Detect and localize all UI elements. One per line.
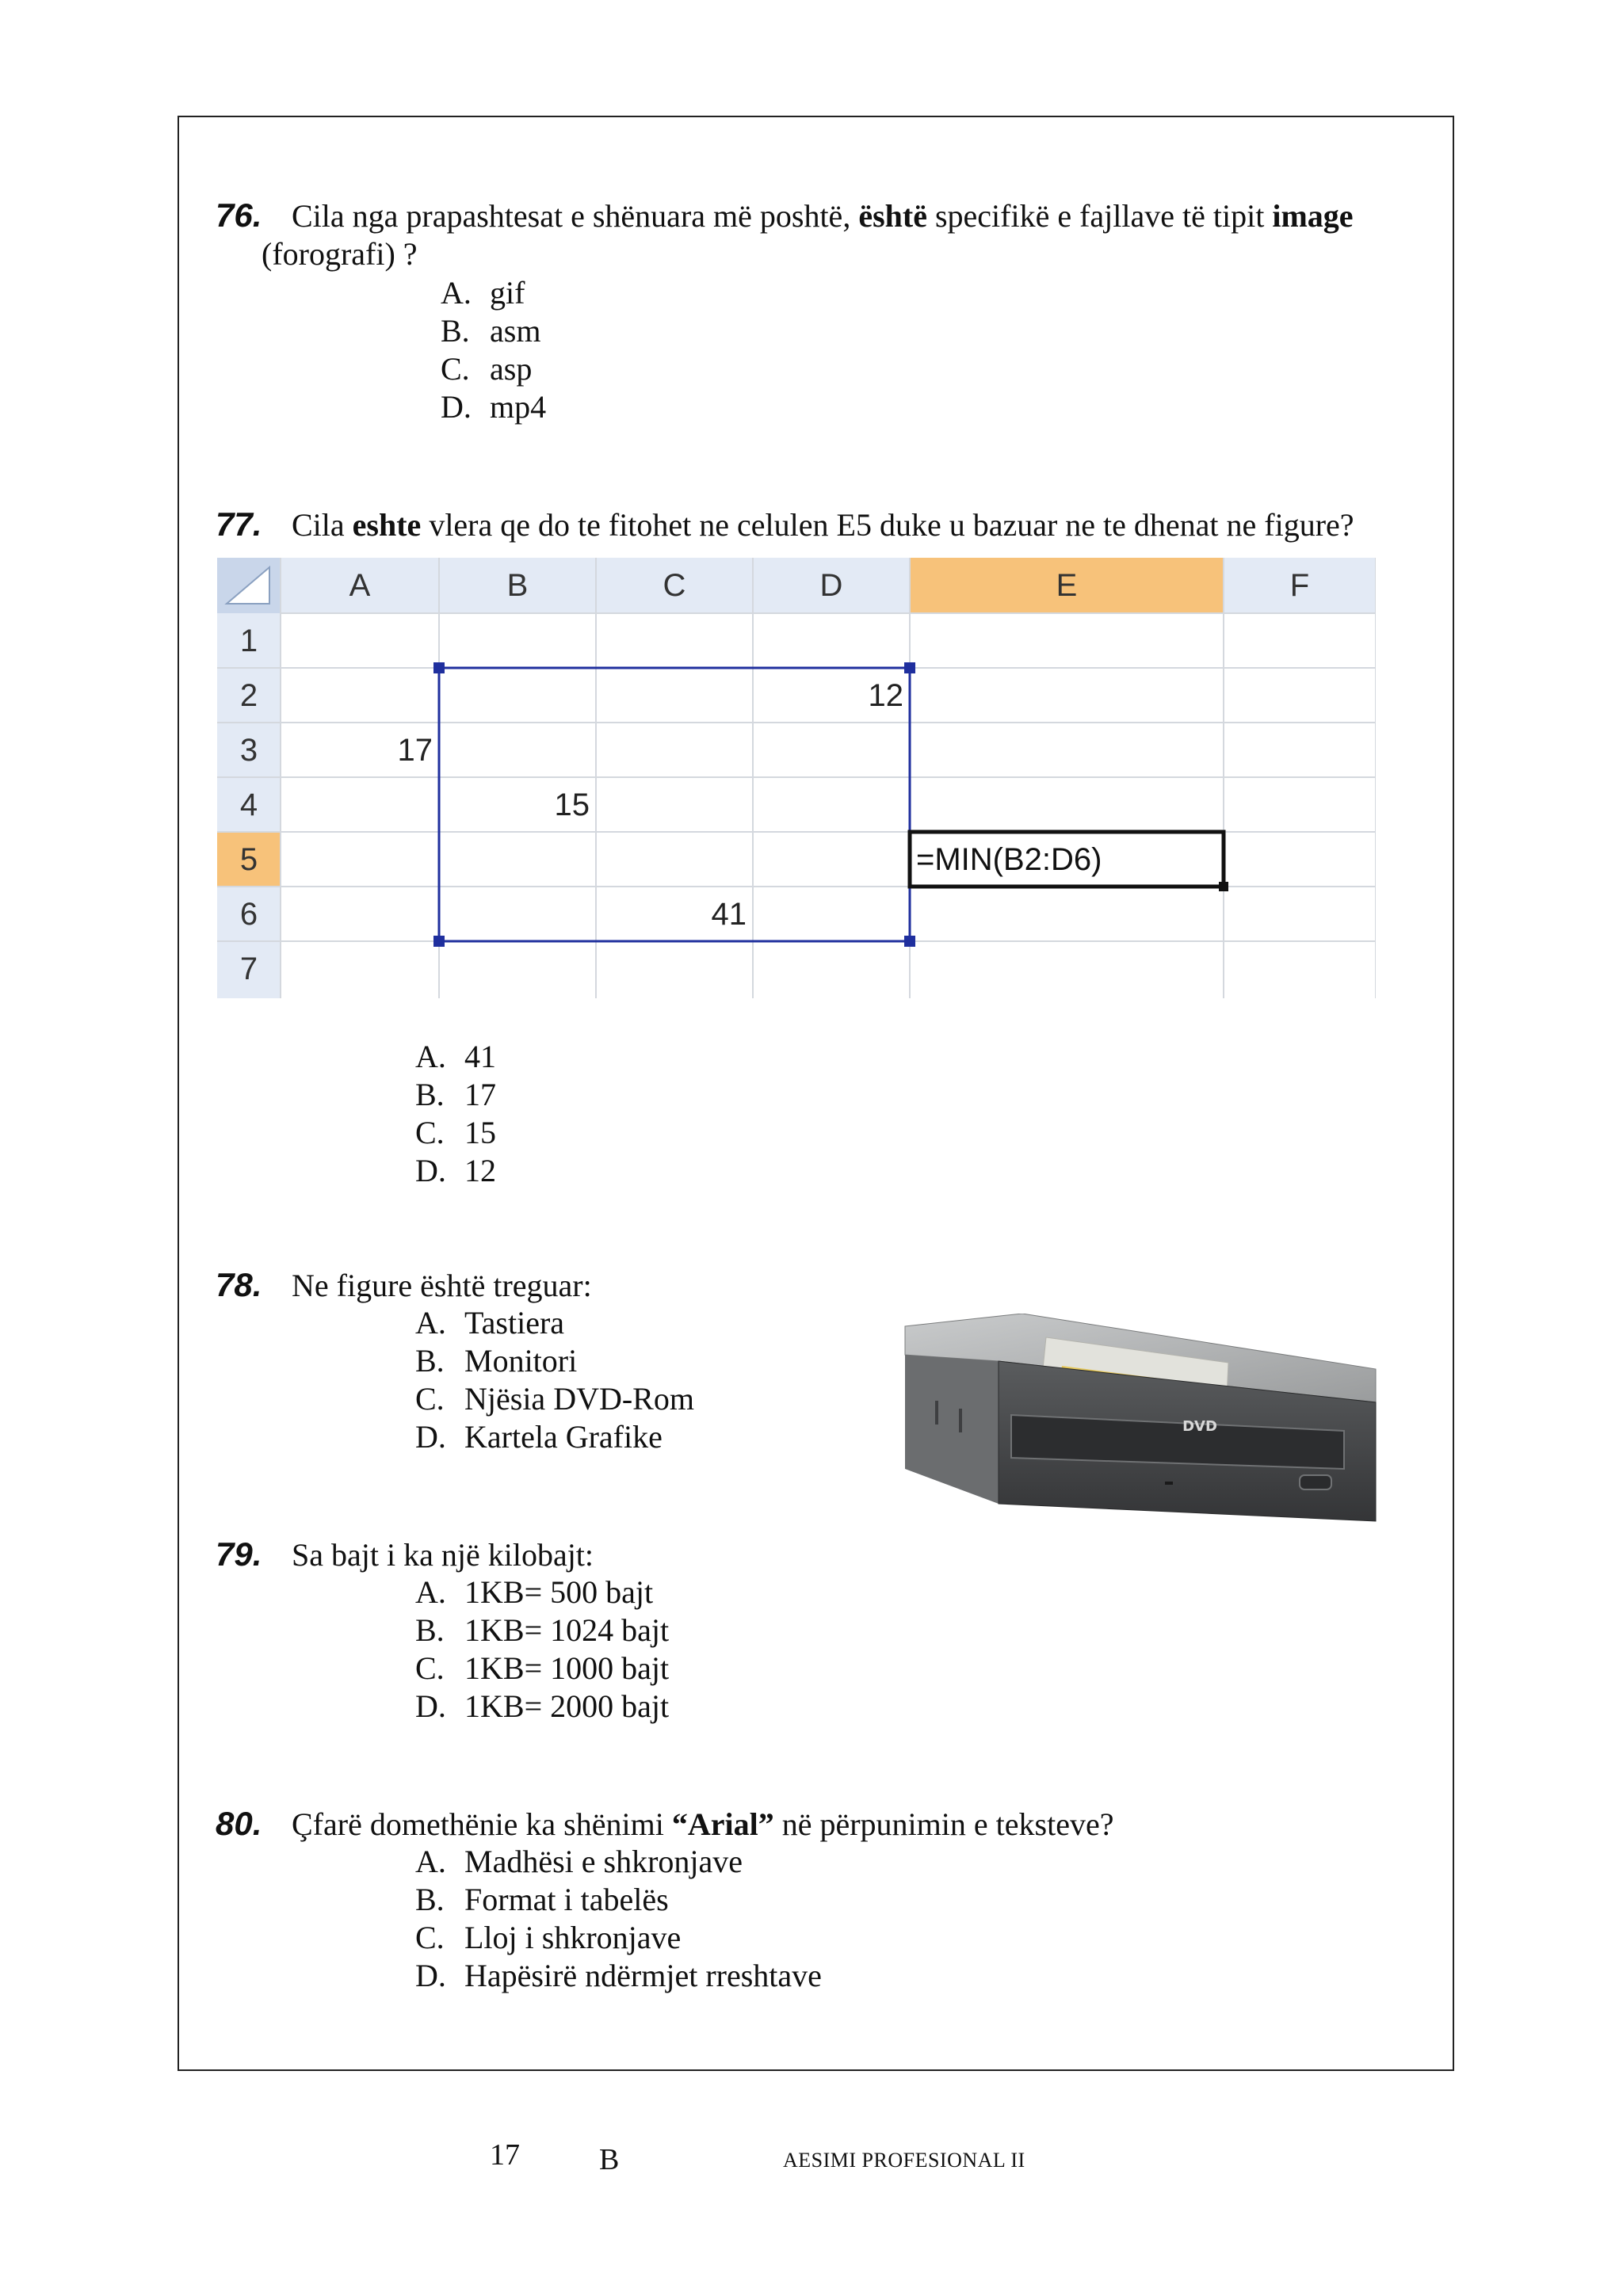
- selected-range-b2-d6: [439, 668, 910, 941]
- page-number: 17: [490, 2138, 520, 2172]
- question-number: 77.: [216, 505, 262, 543]
- dvd-drive-icon: [903, 1314, 1379, 1537]
- option-d[interactable]: D. 1KB= 2000 bajt: [415, 1688, 670, 1724]
- column-header-b[interactable]: B: [506, 568, 529, 603]
- question-76: [216, 196, 1420, 273]
- question-number: 76.: [216, 196, 262, 234]
- option-b[interactable]: B. 1KB= 1024 bajt: [415, 1612, 670, 1648]
- question-text: Cila eshte vlera qe do te fitohet ne celulen E5 duke u bazuar ne te dhenat ne figure?: [292, 507, 1354, 543]
- cell-d2[interactable]: 12: [868, 678, 903, 713]
- option-d[interactable]: D. 12: [415, 1153, 496, 1188]
- options-78: [415, 1304, 694, 1456]
- spreadsheet-figure: [217, 558, 1376, 998]
- row-header-7[interactable]: 7: [239, 952, 258, 986]
- test-variant: B: [599, 2143, 620, 2176]
- footer-title: AESIMI PROFESIONAL II: [783, 2149, 1025, 2172]
- row-header-6[interactable]: 6: [239, 897, 258, 932]
- option-a[interactable]: A. gif: [441, 275, 525, 311]
- option-a[interactable]: A. Tastiera: [415, 1305, 565, 1341]
- option-c[interactable]: C. asp: [441, 351, 533, 387]
- option-d[interactable]: D. Kartela Grafike: [415, 1419, 663, 1455]
- cell-e5-formula[interactable]: =MIN(B2:D6): [916, 842, 1102, 877]
- row-header-3[interactable]: 3: [239, 733, 258, 768]
- column-header-c[interactable]: C: [663, 568, 686, 603]
- option-d[interactable]: D. Hapësirë ndërmjet rreshtave: [415, 1958, 822, 1993]
- option-b[interactable]: B. Monitori: [415, 1343, 578, 1379]
- row-header-2[interactable]: 2: [239, 678, 258, 713]
- column-header-e[interactable]: E: [1056, 568, 1078, 603]
- dvd-logo: DVD: [1182, 1418, 1217, 1435]
- column-header-a[interactable]: A: [349, 568, 371, 603]
- option-c[interactable]: C. Lloj i shkronjave: [415, 1920, 682, 1955]
- range-handle[interactable]: [904, 936, 915, 947]
- spreadsheet-svg: [217, 558, 1376, 998]
- row-header-4[interactable]: 4: [239, 788, 258, 822]
- range-handle[interactable]: [433, 662, 445, 673]
- option-b[interactable]: B. Format i tabelës: [415, 1882, 669, 1917]
- question-text: Ne figure është treguar:: [292, 1268, 592, 1303]
- question-78: [216, 1266, 592, 1305]
- option-a[interactable]: A. 1KB= 500 bajt: [415, 1574, 654, 1610]
- option-c[interactable]: C. 1KB= 1000 bajt: [415, 1650, 670, 1686]
- option-c[interactable]: C. Njësia DVD-Rom: [415, 1381, 694, 1417]
- option-d[interactable]: D. mp4: [441, 389, 547, 425]
- question-number: 80.: [216, 1805, 262, 1842]
- question-text: Çfarë domethënie ka shënimi “Arial” në përpunimin e teksteve?: [292, 1806, 1114, 1842]
- question-77: [216, 505, 1436, 544]
- dvd-drive-image: [903, 1314, 1379, 1537]
- option-a[interactable]: A. 41: [415, 1039, 496, 1074]
- options-77: [415, 1038, 496, 1190]
- column-header-f[interactable]: F: [1289, 568, 1310, 603]
- options-79: [415, 1573, 669, 1726]
- column-header-d[interactable]: D: [819, 568, 843, 603]
- option-b[interactable]: B. 17: [415, 1077, 496, 1112]
- option-c[interactable]: C. 15: [415, 1115, 496, 1150]
- page-frame: [178, 116, 1454, 2071]
- options-80: [415, 1843, 822, 1995]
- fill-handle[interactable]: [1219, 882, 1228, 891]
- range-handle[interactable]: [904, 662, 915, 673]
- option-b[interactable]: B. asm: [441, 313, 541, 349]
- question-text: Sa bajt i ka një kilobajt:: [292, 1537, 594, 1573]
- cell-a3[interactable]: 17: [397, 733, 433, 768]
- range-handle[interactable]: [433, 936, 445, 947]
- cell-c6[interactable]: 41: [711, 897, 747, 932]
- question-text: Cila nga prapashtesat e shënuara më poshtë, është specifikë e fajllave të tipit image: [292, 198, 1354, 234]
- options-76: [441, 274, 546, 426]
- question-number: 78.: [216, 1266, 262, 1303]
- row-header-1[interactable]: 1: [239, 624, 258, 658]
- option-a[interactable]: A. Madhësi e shkronjave: [415, 1844, 743, 1879]
- question-79: [216, 1535, 594, 1574]
- row-header-5[interactable]: 5: [239, 842, 258, 877]
- question-80: [216, 1805, 1113, 1844]
- question-text-continued: (forografi) ?: [262, 236, 418, 272]
- cell-b4[interactable]: 15: [554, 788, 590, 822]
- question-number: 79.: [216, 1535, 262, 1573]
